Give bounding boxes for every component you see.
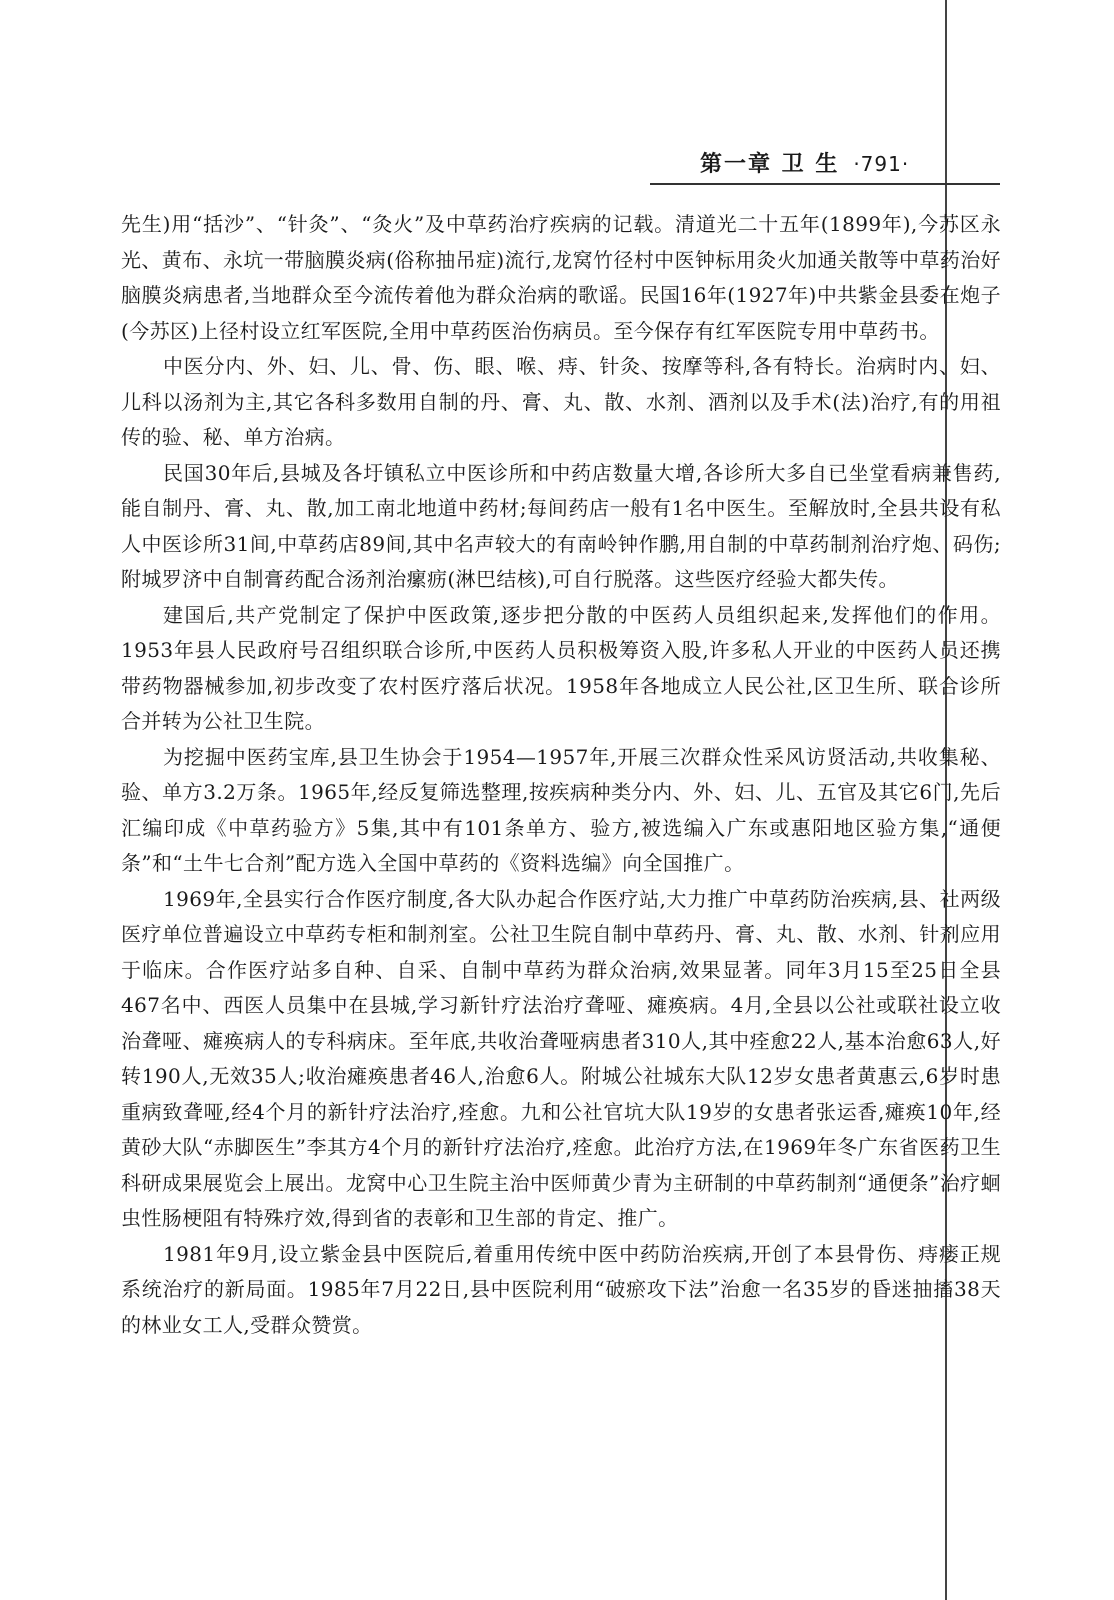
paragraph-4: 建国后,共产党制定了保护中医政策,逐步把分散的中医药人员组织起来,发挥他们的作用。1953年县人民政府号召组织联合诊所,中医药人员积极筹资入股,许多私人开业的中医药人员还携带药物器械参加,初步改变了农村医疗落后状况。1958年各地成立人民公社,区卫生所、联合诊所合并转为公社卫生院。 bbox=[121, 602, 1001, 733]
chapter-title: 第一章 卫 生 bbox=[700, 152, 840, 177]
header-rule bbox=[650, 183, 1000, 185]
body-text bbox=[121, 207, 1001, 1343]
running-header bbox=[700, 147, 1000, 178]
paragraph-1: 先生)用“括沙”、“针灸”、“灸火”及中草药治疗疾病的记载。清道光二十五年(1899年),今苏区永光、黄布、永坑一带脑膜炎病(俗称抽吊症)流行,龙窝竹径村中医钟标用灸火加通关散等中草药治好脑膜炎病患者,当地群众至今流传着他为群众治病的歌谣。民国16年(1927年)中共紫金县委在炮子(今苏区)上径村设立红军医院,全用中草药医治伤病员。至今保存有红军医院专用中草药书。 bbox=[121, 212, 1001, 343]
page-number: ·791· bbox=[853, 152, 910, 176]
paragraph-6: 1969年,全县实行合作医疗制度,各大队办起合作医疗站,大力推广中草药防治疾病,县、社两级医疗单位普遍设立中草药专柜和制剂室。公社卫生院自制中草药丹、膏、丸、散、水剂、针剂应用于临床。合作医疗站多自种、自采、自制中草药为群众治病,效果显著。同年3月15至25日全县467名中、西医人员集中在县城,学习新针疗法治疗聋哑、瘫痪病。4月,全县以公社或联社设立收治聋哑、瘫痪病人的专科病床。至年底,共收治聋哑病患者310人,其中痊愈22人,基本治愈63人,好转190人,无效35人;收治瘫痪患者46人,治愈6人。附城公社城东大队12岁女患者黄惠云,6岁时患重病致聋哑,经4个月的新针疗法治疗,痊愈。九和公社官坑大队19岁的女患者张运香,瘫痪10年,经黄砂大队“赤脚医生”李其方4个月的新针疗法治疗,痊愈。此治疗方法,在1969年冬广东省医药卫生科研成果展览会上展出。龙窝中心卫生院主治中医师黄少青为主研制的中草药制剂“通便条”治疗蛔虫性肠梗阻有特殊疗效,得到省的表彰和卫生部的肯定、推广。 bbox=[121, 886, 1001, 1230]
paragraph-3: 民国30年后,县城及各圩镇私立中医诊所和中药店数量大增,各诊所大多自已坐堂看病兼售药,能自制丹、膏、丸、散,加工南北地道中药材;每间药店一般有1名中医生。至解放时,全县共设有私人中医诊所31间,中草药店89间,其中名声较大的有南岭钟作鹏,用自制的中草药制剂治疗炮、码伤;附城罗济中自制膏药配合汤剂治瘰疬(淋巴结核),可自行脱落。这些医疗经验大都失传。 bbox=[121, 460, 1001, 591]
paragraph-7: 1981年9月,设立紫金县中医院后,着重用传统中医中药防治疾病,开创了本县骨伤、痔瘘正规系统治疗的新局面。1985年7月22日,县中医院利用“破瘀攻下法”治愈一名35岁的昏迷抽搐38天的林业女工人,受群众赞赏。 bbox=[121, 1241, 1001, 1337]
paragraph-5: 为挖掘中医药宝库,县卫生协会于1954—1957年,开展三次群众性采风访贤活动,共收集秘、验、单方3.2万条。1965年,经反复筛选整理,按疾病种类分内、外、妇、儿、五官及其它6门,先后汇编印成《中草药验方》5集,其中有101条单方、验方,被选编入广东或惠阳地区验方集,“通便条”和“土牛七合剂”配方选入全国中草药的《资料选编》向全国推广。 bbox=[121, 744, 1001, 875]
paragraph-2: 中医分内、外、妇、儿、骨、伤、眼、喉、痔、针灸、按摩等科,各有特长。治病时内、妇、儿科以汤剂为主,其它各科多数用自制的丹、膏、丸、散、水剂、酒剂以及手术(法)治疗,有的用祖传的验、秘、单方治病。 bbox=[121, 354, 1001, 449]
